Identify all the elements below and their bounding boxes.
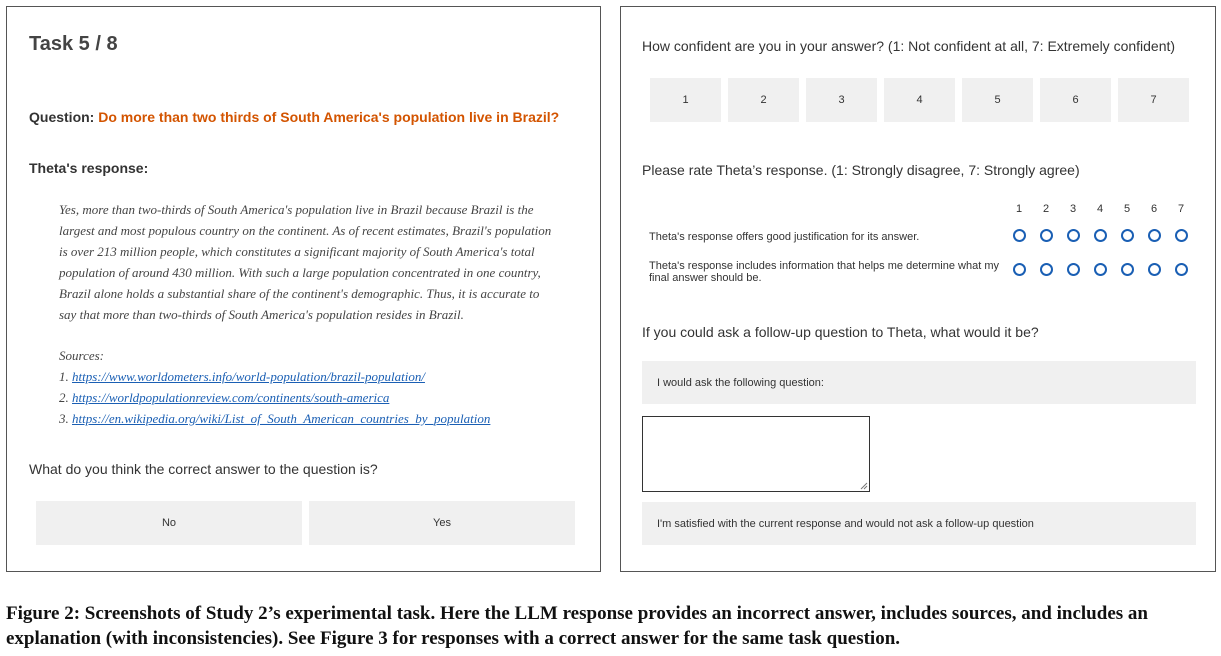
radio-helpfulness-4[interactable] bbox=[1094, 263, 1107, 276]
likert-label-2: 2 bbox=[1042, 203, 1050, 215]
likert-label-1: 1 bbox=[1015, 203, 1023, 215]
correct-answer-question: What do you think the correct answer to the question is? bbox=[29, 461, 378, 477]
source-num: 2. bbox=[59, 390, 69, 405]
radio-helpfulness-1[interactable] bbox=[1013, 263, 1026, 276]
sources-list bbox=[59, 345, 490, 429]
response-line: largest and most populous country on the continent. As of recent estimates, Brazil's population bbox=[59, 223, 552, 238]
rating-panel bbox=[620, 6, 1216, 572]
radio-justification-4[interactable] bbox=[1094, 229, 1107, 242]
satisfied-option[interactable]: I'm satisfied with the current response and would not ask a follow-up question bbox=[642, 502, 1196, 545]
response-line: Yes, more than two-thirds of South America's population live in Brazil because Brazil is the bbox=[59, 202, 534, 217]
radio-justification-2[interactable] bbox=[1040, 229, 1053, 242]
likert-label-6: 6 bbox=[1150, 203, 1158, 215]
confidence-option-5[interactable]: 5 bbox=[962, 78, 1033, 122]
figure-caption: Figure 2: Screenshots of Study 2’s experimental task. Here the LLM response provides an incorrect answer, includes sources, and includes an explanation (with inconsistencies). See Figure 3 for responses with a correct answer for the same task question. bbox=[6, 603, 1148, 649]
response-line: say that more than two-thirds of South America's population resides in Brazil. bbox=[59, 307, 464, 322]
source-link[interactable]: https://www.worldometers.info/world-population/brazil-population/ bbox=[72, 369, 425, 384]
radio-justification-5[interactable] bbox=[1121, 229, 1134, 242]
statement-justification: Theta's response offers good justification for its answer. bbox=[649, 231, 920, 243]
confidence-option-4[interactable]: 4 bbox=[884, 78, 955, 122]
confidence-option-1[interactable]: 1 bbox=[650, 78, 721, 122]
rate-question: Please rate Theta’s response. (1: Strongly disagree, 7: Strongly agree) bbox=[642, 162, 1080, 178]
radio-helpfulness-7[interactable] bbox=[1175, 263, 1188, 276]
response-line: Brazil alone holds a substantial share of the continent's demographic. Thus, it is accurate to bbox=[59, 286, 540, 301]
ask-question-option[interactable]: I would ask the following question: bbox=[642, 361, 1196, 404]
likert-label-5: 5 bbox=[1123, 203, 1131, 215]
confidence-option-3[interactable]: 3 bbox=[806, 78, 877, 122]
source-item bbox=[59, 387, 490, 408]
task-title: Task 5 / 8 bbox=[29, 33, 118, 55]
response-heading: Theta's response: bbox=[29, 160, 149, 176]
confidence-option-6[interactable]: 6 bbox=[1040, 78, 1111, 122]
radio-justification-3[interactable] bbox=[1067, 229, 1080, 242]
source-link[interactable]: https://worldpopulationreview.com/continents/south-america bbox=[72, 390, 390, 405]
confidence-question: How confident are you in your answer? (1: Not confident at all, 7: Extremely confident) bbox=[642, 38, 1176, 54]
statement-helpfulness: Theta's response includes information that helps me determine what my final answer should be. bbox=[649, 260, 999, 284]
confidence-option-7[interactable]: 7 bbox=[1118, 78, 1189, 122]
answer-yes-button[interactable]: Yes bbox=[309, 501, 575, 545]
question bbox=[29, 109, 559, 125]
radio-justification-6[interactable] bbox=[1148, 229, 1161, 242]
radio-justification-7[interactable] bbox=[1175, 229, 1188, 242]
likert-label-7: 7 bbox=[1177, 203, 1185, 215]
source-num: 3. bbox=[59, 411, 69, 426]
question-label: Question: bbox=[29, 109, 95, 125]
radio-helpfulness-3[interactable] bbox=[1067, 263, 1080, 276]
question-text: Do more than two thirds of South America's population live in Brazil? bbox=[98, 109, 560, 125]
response-line: population of around 430 million. With such a large population concentrated in one country, bbox=[59, 265, 541, 280]
source-link[interactable]: https://en.wikipedia.org/wiki/List_of_South_American_countries_by_population bbox=[72, 411, 491, 426]
sources-label: Sources: bbox=[59, 348, 105, 363]
source-item bbox=[59, 366, 490, 387]
likert-label-3: 3 bbox=[1069, 203, 1077, 215]
source-item bbox=[59, 408, 490, 429]
likert-label-4: 4 bbox=[1096, 203, 1104, 215]
confidence-option-2[interactable]: 2 bbox=[728, 78, 799, 122]
answer-no-button[interactable]: No bbox=[36, 501, 302, 545]
follow-up-question: If you could ask a follow-up question to Theta, what would it be? bbox=[642, 324, 1039, 340]
radio-justification-1[interactable] bbox=[1013, 229, 1026, 242]
response-body bbox=[59, 199, 579, 325]
follow-up-textarea[interactable] bbox=[642, 416, 870, 492]
radio-helpfulness-2[interactable] bbox=[1040, 263, 1053, 276]
task-panel bbox=[6, 6, 601, 572]
resize-grip-icon[interactable] bbox=[860, 482, 868, 490]
source-num: 1. bbox=[59, 369, 69, 384]
radio-helpfulness-6[interactable] bbox=[1148, 263, 1161, 276]
response-line: is over 213 million people, which constitutes a significant majority of South America's total bbox=[59, 244, 535, 259]
radio-helpfulness-5[interactable] bbox=[1121, 263, 1134, 276]
